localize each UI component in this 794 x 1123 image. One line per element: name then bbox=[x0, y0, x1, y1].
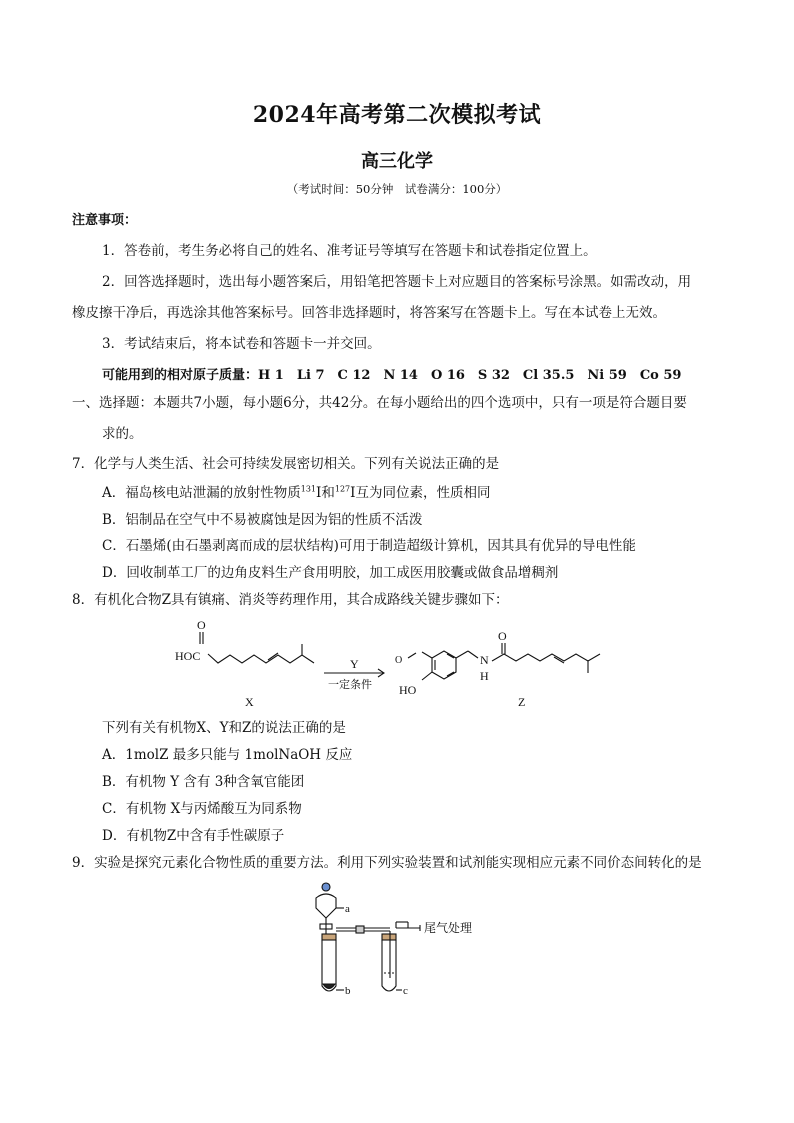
tail-gas-label: 尾气处理 bbox=[424, 921, 473, 935]
label-b: b bbox=[345, 985, 351, 997]
z-benzene-ring bbox=[432, 651, 456, 679]
q7-option-d: D．回收制革工厂的边角皮料生产食用明胶，加工成医用胶囊或做食品增稠剂 bbox=[102, 565, 559, 581]
notice-item-3: 3．考试结束后，将本试卷和答题卡一并交回。 bbox=[102, 336, 381, 352]
z-amide-o: O bbox=[498, 629, 507, 643]
label-c: c bbox=[403, 985, 408, 997]
exam-info: （考试时间：50分钟 试卷满分：100分） bbox=[286, 182, 508, 196]
page-title: 2024年高考第二次模拟考试 bbox=[252, 102, 542, 128]
x-o-label: O bbox=[197, 618, 206, 632]
z-carbon-chain bbox=[492, 654, 600, 661]
q7-stem: 7．化学与人类生活、社会可持续发展密切相关。下列有关说法正确的是 bbox=[72, 456, 500, 472]
experiment-apparatus bbox=[300, 878, 520, 1008]
reagent-label: Y bbox=[350, 657, 359, 671]
z-h-label: H bbox=[480, 669, 489, 683]
q7-option-b: B．铝制品在空气中不易被腐蚀是因为铝的性质不活泼 bbox=[102, 512, 423, 528]
section-heading-cont: 求的。 bbox=[102, 426, 143, 442]
notice-item-2: 2．回答选择题时，选出每小题答案后，用铅笔把答题卡上对应题目的答案标号涂黑。如需改动，用 bbox=[102, 274, 692, 290]
x-carbon-chain bbox=[208, 654, 314, 663]
atomic-masses: 可能用到的相对原子质量：H 1 Li 7 C 12 N 14 O 16 S 32 Cl 35.5 Ni 59 Co 59 bbox=[102, 368, 682, 383]
z-n-label: N bbox=[480, 653, 489, 667]
funnel-stopper bbox=[322, 883, 330, 891]
q7-option-a: A．福岛核电站泄漏的放射性物质$^{131}$I和$^{127}$I互为同位素，性质相同 bbox=[102, 484, 491, 501]
section-heading: 一、选择题：本题共7小题，每小题6分，共42分。在每小题给出的四个选项中，只有一项是符合题目要 bbox=[72, 395, 687, 411]
label-a: a bbox=[345, 903, 350, 915]
q8-question: 下列有关有机物X、Y和Z的说法正确的是 bbox=[102, 720, 346, 736]
q8-option-b: B．有机物 Y 含有 3种含氧官能团 bbox=[102, 774, 305, 790]
x-hoc-label: HOC bbox=[175, 649, 201, 663]
z-methoxy-o: O bbox=[395, 655, 403, 666]
notice-heading: 注意事项： bbox=[72, 213, 138, 228]
q8-stem: 8．有机化合物Z具有镇痛、消炎等药理作用，其合成路线关键步骤如下： bbox=[72, 592, 509, 608]
x-label: X bbox=[245, 695, 254, 709]
z-ho-label: HO bbox=[399, 683, 417, 697]
test-tube-1 bbox=[322, 940, 336, 991]
q8-option-d: D．有机物Z中含有手性碳原子 bbox=[102, 828, 285, 844]
separatory-funnel bbox=[316, 894, 336, 918]
z-label: Z bbox=[518, 695, 526, 709]
reaction-scheme bbox=[170, 618, 630, 714]
notice-item-1: 1．答卷前，考生务必将自己的姓名、准考证号等填写在答题卡和试卷指定位置上。 bbox=[102, 243, 597, 259]
page-subtitle: 高三化学 bbox=[361, 151, 433, 172]
q8-option-a: A．1molZ 最多只能与 1molNaOH 反应 bbox=[102, 747, 353, 763]
condition-label: 一定条件 bbox=[328, 679, 372, 691]
q7-option-c: C．石墨烯(由石墨剥离而成的层状结构)可用于制造超级计算机，因其具有优异的导电性能 bbox=[102, 538, 636, 554]
q8-option-c: C．有机物 X与丙烯酸互为同系物 bbox=[102, 801, 302, 817]
notice-item-2-cont: 橡皮擦干净后，再选涂其他答案标号。回答非选择题时，将答案写在答题卡上。写在本试卷上无效。 bbox=[72, 305, 666, 321]
test-tube-2 bbox=[382, 940, 396, 991]
q9-stem: 9．实验是探究元素化合物性质的重要方法。利用下列实验装置和试剂能实现相应元素不同价态间转化的是 bbox=[72, 855, 702, 871]
